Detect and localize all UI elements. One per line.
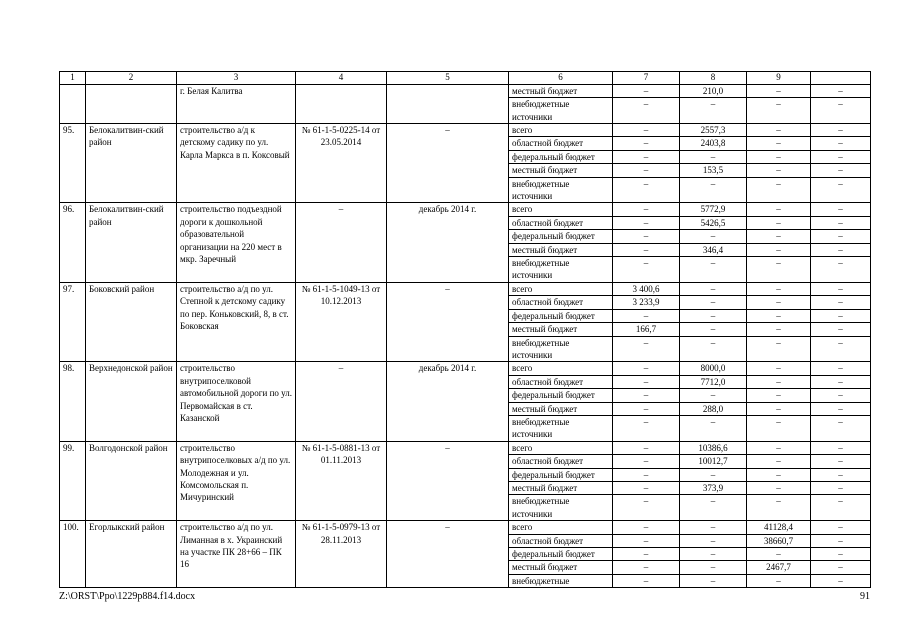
funding-source: федеральный бюджет	[509, 230, 613, 243]
value-col7: –	[613, 574, 680, 587]
funding-source: местный бюджет	[509, 323, 613, 336]
value-col10: –	[811, 177, 871, 203]
value-col8: 2403,8	[680, 137, 747, 150]
value-col10: –	[811, 98, 871, 124]
row-number: 96.	[60, 203, 86, 282]
value-col9: 41128,4	[747, 521, 811, 534]
value-col10: –	[811, 203, 871, 216]
value-col7: 166,7	[613, 323, 680, 336]
value-col8: 5772,9	[680, 203, 747, 216]
completion-date: –	[387, 282, 509, 361]
value-col9: –	[747, 574, 811, 587]
value-col10: –	[811, 323, 871, 336]
object-description: г. Белая Калитва	[177, 84, 296, 123]
value-col7: –	[613, 495, 680, 521]
funding-source: областной бюджет	[509, 296, 613, 309]
value-col9: –	[747, 98, 811, 124]
table-row	[60, 441, 871, 454]
object-description: строительство подъездной дороги к дошкольной образовательной организации на 220 мест в мкр. Заречный	[177, 203, 296, 282]
funding-source: областной бюджет	[509, 455, 613, 468]
district-name: Верхнедонской район	[86, 362, 177, 441]
value-col7: –	[613, 481, 680, 494]
funding-source: федеральный бюджет	[509, 468, 613, 481]
value-col9: –	[747, 389, 811, 402]
value-col7: –	[613, 98, 680, 124]
value-col9: –	[747, 309, 811, 322]
document-number: № 61-1-5-0881-13 от 01.11.2013	[296, 441, 387, 520]
funding-source: местный бюджет	[509, 164, 613, 177]
value-col7: –	[613, 336, 680, 362]
completion-date: –	[387, 124, 509, 203]
row-number: 97.	[60, 282, 86, 361]
value-col8: –	[680, 177, 747, 203]
value-col10: –	[811, 441, 871, 454]
value-col8: –	[680, 534, 747, 547]
table-row	[60, 84, 871, 97]
value-col9: –	[747, 243, 811, 256]
header-cell: 1	[60, 72, 86, 85]
funding-source: всего	[509, 362, 613, 375]
funding-source: областной бюджет	[509, 216, 613, 229]
value-col7: –	[613, 257, 680, 283]
funding-source: всего	[509, 521, 613, 534]
funding-source: федеральный бюджет	[509, 548, 613, 561]
value-col10: –	[811, 296, 871, 309]
value-col10: –	[811, 548, 871, 561]
value-col8: –	[680, 561, 747, 574]
value-col9: –	[747, 124, 811, 137]
funding-source: внебюджетные источники	[509, 257, 613, 283]
value-col9: –	[747, 481, 811, 494]
value-col10: –	[811, 282, 871, 295]
value-col7: –	[613, 389, 680, 402]
district-name: Егорлыкский район	[86, 521, 177, 588]
value-col9: –	[747, 296, 811, 309]
footer-file-path: Z:\ORST\Ppo\1229p884.f14.docx	[59, 591, 196, 602]
value-col10: –	[811, 455, 871, 468]
funding-source: местный бюджет	[509, 481, 613, 494]
value-col8: 373,9	[680, 481, 747, 494]
value-col10: –	[811, 230, 871, 243]
value-col10: –	[811, 468, 871, 481]
header-cell: 9	[747, 72, 811, 85]
value-col8: –	[680, 230, 747, 243]
value-col8: –	[680, 98, 747, 124]
value-col8: –	[680, 309, 747, 322]
value-col9: –	[747, 402, 811, 415]
value-col7: –	[613, 309, 680, 322]
value-col8: –	[680, 548, 747, 561]
footer-page-number: 91	[860, 591, 870, 602]
header-cell: 7	[613, 72, 680, 85]
funding-source: местный бюджет	[509, 561, 613, 574]
header-cell: 3	[177, 72, 296, 85]
funding-source: внебюджетные источники	[509, 415, 613, 441]
value-col9: –	[747, 323, 811, 336]
value-col7: –	[613, 243, 680, 256]
document-number: –	[296, 203, 387, 282]
value-col10: –	[811, 521, 871, 534]
value-col8: 7712,0	[680, 375, 747, 388]
value-col10: –	[811, 574, 871, 587]
funding-source: областной бюджет	[509, 137, 613, 150]
value-col8: –	[680, 389, 747, 402]
funding-source: внебюджетные источники	[509, 495, 613, 521]
district-name: Белокалитвин-ский район	[86, 203, 177, 282]
value-col10: –	[811, 309, 871, 322]
value-col8: 288,0	[680, 402, 747, 415]
value-col7: –	[613, 455, 680, 468]
row-number: 95.	[60, 124, 86, 203]
value-col8: –	[680, 296, 747, 309]
value-col8: –	[680, 282, 747, 295]
value-col8: 10386,6	[680, 441, 747, 454]
header-cell: 8	[680, 72, 747, 85]
funding-source: внебюджетные источники	[509, 336, 613, 362]
value-col10: –	[811, 375, 871, 388]
value-col9: –	[747, 495, 811, 521]
row-number: 98.	[60, 362, 86, 441]
value-col10: –	[811, 150, 871, 163]
value-col8: 153,5	[680, 164, 747, 177]
header-row	[60, 72, 871, 85]
value-col7: –	[613, 375, 680, 388]
table-row	[60, 362, 871, 375]
funding-source: всего	[509, 124, 613, 137]
value-col7: –	[613, 521, 680, 534]
funding-source: федеральный бюджет	[509, 309, 613, 322]
value-col10: –	[811, 561, 871, 574]
funding-source: внебюджетные	[509, 574, 613, 587]
value-col9: –	[747, 468, 811, 481]
table-row	[60, 521, 871, 534]
value-col7: –	[613, 203, 680, 216]
value-col9: –	[747, 441, 811, 454]
funding-source: федеральный бюджет	[509, 150, 613, 163]
value-col9: –	[747, 177, 811, 203]
funding-source: областной бюджет	[509, 534, 613, 547]
value-col9: –	[747, 282, 811, 295]
document-number: № 61-1-5-1049-13 от 10.12.2013	[296, 282, 387, 361]
value-col9: –	[747, 137, 811, 150]
value-col8: –	[680, 574, 747, 587]
value-col10: –	[811, 137, 871, 150]
value-col8: 10012,7	[680, 455, 747, 468]
table-body	[60, 72, 871, 588]
value-col9: 2467,7	[747, 561, 811, 574]
funding-source: внебюджетные источники	[509, 177, 613, 203]
funding-source: всего	[509, 282, 613, 295]
value-col10: –	[811, 336, 871, 362]
value-col9: –	[747, 203, 811, 216]
funding-source: федеральный бюджет	[509, 389, 613, 402]
value-col9: –	[747, 455, 811, 468]
value-col7: –	[613, 84, 680, 97]
value-col9: –	[747, 230, 811, 243]
completion-date: –	[387, 441, 509, 520]
header-cell: 5	[387, 72, 509, 85]
value-col8: 8000,0	[680, 362, 747, 375]
value-col7: –	[613, 561, 680, 574]
object-description: строительство внутрипоселковых а/д по ул. Молодежная и ул. Комсомольская п. Мичуринский	[177, 441, 296, 520]
value-col10: –	[811, 84, 871, 97]
header-cell: 2	[86, 72, 177, 85]
value-col10: –	[811, 164, 871, 177]
completion-date	[387, 84, 509, 123]
row-number	[60, 84, 86, 123]
value-col8: –	[680, 521, 747, 534]
value-col9: –	[747, 375, 811, 388]
district-name: Белокалитвин-ский район	[86, 124, 177, 203]
value-col10: –	[811, 362, 871, 375]
funding-source: всего	[509, 441, 613, 454]
value-col7: –	[613, 441, 680, 454]
funding-source: местный бюджет	[509, 402, 613, 415]
value-col9: –	[747, 362, 811, 375]
row-number: 99.	[60, 441, 86, 520]
value-col8: –	[680, 323, 747, 336]
district-name	[86, 84, 177, 123]
header-cell	[811, 72, 871, 85]
value-col8: –	[680, 495, 747, 521]
value-col7: –	[613, 362, 680, 375]
value-col8: 210,0	[680, 84, 747, 97]
value-col10: –	[811, 257, 871, 283]
value-col7: –	[613, 534, 680, 547]
value-col7: –	[613, 177, 680, 203]
value-col10: –	[811, 243, 871, 256]
value-col7: –	[613, 124, 680, 137]
object-description: строительство внутрипоселковой автомобильной дороги по ул. Первомайская в ст. Казанской	[177, 362, 296, 441]
document-number: –	[296, 362, 387, 441]
value-col8: –	[680, 257, 747, 283]
value-col10: –	[811, 124, 871, 137]
funding-source: местный бюджет	[509, 84, 613, 97]
table-row	[60, 282, 871, 295]
value-col9: –	[747, 84, 811, 97]
value-col10: –	[811, 495, 871, 521]
value-col9: –	[747, 415, 811, 441]
budget-table	[59, 71, 871, 588]
district-name: Волгодонской район	[86, 441, 177, 520]
value-col8: 2557,3	[680, 124, 747, 137]
value-col10: –	[811, 402, 871, 415]
value-col7: –	[613, 164, 680, 177]
value-col7: –	[613, 137, 680, 150]
object-description: строительство а/д по ул. Степной к детскому садику по пер. Коньковский, 8, в ст. Боковская	[177, 282, 296, 361]
value-col8: 5426,5	[680, 216, 747, 229]
document-number	[296, 84, 387, 123]
value-col7: –	[613, 548, 680, 561]
value-col9: –	[747, 548, 811, 561]
district-name: Боковский район	[86, 282, 177, 361]
table-row	[60, 124, 871, 137]
value-col7: 3 400,6	[613, 282, 680, 295]
value-col8: –	[680, 468, 747, 481]
value-col7: –	[613, 415, 680, 441]
value-col8: –	[680, 336, 747, 362]
value-col9: –	[747, 257, 811, 283]
value-col7: –	[613, 216, 680, 229]
completion-date: декабрь 2014 г.	[387, 362, 509, 441]
value-col8: 346,4	[680, 243, 747, 256]
object-description: строительство а/д по ул. Лиманная в х. Украинский на участке ПК 28+66 – ПК 16	[177, 521, 296, 588]
header-cell: 4	[296, 72, 387, 85]
value-col9: –	[747, 164, 811, 177]
value-col9: 38660,7	[747, 534, 811, 547]
completion-date: –	[387, 521, 509, 588]
value-col7: 3 233,9	[613, 296, 680, 309]
funding-source: всего	[509, 203, 613, 216]
value-col10: –	[811, 481, 871, 494]
document-number: № 61-1-5-0225-14 от 23.05.2014	[296, 124, 387, 203]
value-col9: –	[747, 216, 811, 229]
row-number: 100.	[60, 521, 86, 588]
value-col7: –	[613, 150, 680, 163]
funding-source: местный бюджет	[509, 243, 613, 256]
header-cell: 6	[509, 72, 613, 85]
funding-source: областной бюджет	[509, 375, 613, 388]
value-col7: –	[613, 468, 680, 481]
value-col10: –	[811, 389, 871, 402]
value-col7: –	[613, 230, 680, 243]
value-col9: –	[747, 336, 811, 362]
value-col10: –	[811, 415, 871, 441]
completion-date: декабрь 2014 г.	[387, 203, 509, 282]
document-number: № 61-1-5-0979-13 от 28.11.2013	[296, 521, 387, 588]
object-description: строительство а/д к детскому садику по ул. Карла Маркса в п. Коксовый	[177, 124, 296, 203]
value-col10: –	[811, 216, 871, 229]
funding-source: внебюджетные источники	[509, 98, 613, 124]
value-col10: –	[811, 534, 871, 547]
value-col8: –	[680, 150, 747, 163]
value-col7: –	[613, 402, 680, 415]
value-col9: –	[747, 150, 811, 163]
table-row	[60, 203, 871, 216]
value-col8: –	[680, 415, 747, 441]
